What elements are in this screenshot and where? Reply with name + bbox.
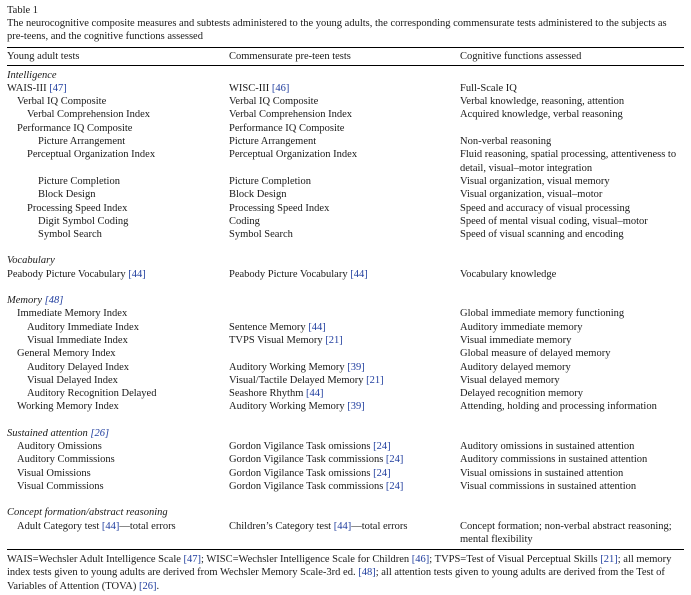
citation-ref: [21] [366,374,384,386]
cognitive-function-cell [460,307,684,320]
citation-ref: [24] [385,480,404,492]
section-heading-row [7,506,684,519]
spacer-cell [229,281,460,294]
pre-teen-test-cell [229,135,460,148]
cell-text: Peabody Picture Vocabulary [7,268,126,280]
footnote-citation: [46] [411,554,430,566]
header-pre-teen-tests: Commensurate pre-teen tests [229,47,460,65]
cognitive-function-cell [460,188,684,201]
cell-text: WISC-III [229,82,270,94]
cell-text: Gordon Vigilance Task commissions [229,454,384,466]
young-adult-test-cell [7,202,229,215]
young-adult-test-cell [7,307,229,320]
table-body [7,65,684,550]
young-adult-test-cell [7,374,229,387]
young-adult-test-cell [7,188,229,201]
young-adult-test-cell [7,321,229,334]
cell-text: Visual Omissions [17,467,91,479]
pre-teen-test-cell [229,122,460,135]
section-heading [7,65,684,82]
young-adult-test-cell [7,453,229,466]
cell-text: Auditory Omissions [17,441,102,453]
cognitive-function-cell [460,175,684,188]
young-adult-test-cell [7,347,229,360]
footnote-citation: [26] [139,580,157,592]
cognitive-function-cell [460,95,684,108]
cognitive-function-cell [460,361,684,374]
table-title: Table 1 [7,5,39,16]
cell-text: Gordon Vigilance Task omissions [229,467,371,479]
cell-text: Adult Category test [17,520,100,532]
cognitive-function-cell [460,321,684,334]
table-row [7,175,684,188]
cognitive-function-cell [460,374,684,387]
section-heading-row [7,294,684,307]
cell-text: Sentence Memory [229,321,306,333]
young-adult-test-cell [7,520,229,550]
footnote-text: ; all memory index tests given to young adults are derived from Wechsler Memory Scale-3rd ed. [7,554,672,579]
young-adult-test-cell [7,122,229,135]
cell-text: TVPS Visual Memory [229,334,323,346]
table-row [7,215,684,228]
footnote-text: ; all attention tests given to young adults are derived from the Test of Variables of Attention (TOVA) [7,567,665,592]
pre-teen-test-cell [229,400,460,413]
neurocognitive-table [7,47,684,551]
table-row [7,467,684,480]
cell-text: Symbol Search [38,229,102,241]
table-row [7,202,684,215]
table-row [7,82,684,95]
spacer-cell [460,281,684,294]
pre-teen-test-cell [229,334,460,347]
pre-teen-test-cell [229,374,460,387]
cell-text: Verbal IQ Composite [229,96,319,108]
pre-teen-test-cell [229,175,460,188]
cell-suffix: —total errors [119,520,176,532]
table-row [7,108,684,121]
cell-text: Speed of visual scanning and encoding [460,229,624,241]
table-row [7,440,684,453]
cell-text: Intelligence [7,69,57,81]
pre-teen-test-cell [229,520,460,550]
cell-text: Immediate Memory Index [17,308,128,320]
young-adult-test-cell [7,135,229,148]
young-adult-test-cell [7,228,229,241]
cognitive-function-cell [460,148,684,175]
young-adult-test-cell [7,400,229,413]
table-row [7,374,684,387]
table-row [7,480,684,493]
table-row [7,361,684,374]
table-row [7,400,684,413]
young-adult-test-cell [7,108,229,121]
spacer-row [7,493,684,506]
pre-teen-test-cell [229,108,460,121]
pre-teen-test-cell [229,321,460,334]
section-heading-row [7,65,684,82]
footnote-text: WAIS=Wechsler Adult Intelligence Scale [7,554,184,566]
table-row [7,148,684,175]
cell-text: Verbal Comprehension Index [229,109,353,121]
citation-ref: [21] [325,334,343,346]
young-adult-test-cell [7,467,229,480]
cognitive-function-cell [460,520,684,550]
young-adult-test-cell [7,175,229,188]
cell-text: Block Design [38,189,96,201]
citation-ref: [26] [90,427,110,439]
pre-teen-test-cell [229,95,460,108]
spacer-row [7,281,684,294]
cell-text: Picture Completion [229,175,311,187]
table-row [7,95,684,108]
cell-text: Gordon Vigilance Task commissions [229,480,384,492]
cell-text: Auditory Immediate Index [27,321,139,333]
young-adult-test-cell [7,95,229,108]
cell-text: Symbol Search [229,229,293,241]
citation-ref: [44] [333,520,352,532]
citation-ref: [48] [44,295,64,307]
pre-teen-test-cell [229,453,460,466]
cell-text: Visual omissions in sustained attention [460,467,624,479]
table-row [7,453,684,466]
cognitive-function-cell [460,453,684,466]
spacer-cell [229,414,460,427]
cell-text: Peabody Picture Vocabulary [229,268,348,280]
pre-teen-test-cell [229,202,460,215]
footnote-text: ; WISC=Wechsler Intelligence Scale for Children [201,554,412,566]
pre-teen-test-cell [229,82,460,95]
cell-text: Non-verbal reasoning [460,136,552,148]
spacer-cell [460,493,684,506]
cognitive-function-cell [460,268,684,281]
cell-text: Coding [229,215,260,227]
cell-text: Auditory Commissions [17,454,115,466]
cell-text: Speed and accuracy of visual processing [460,202,630,214]
citation-ref: [44] [308,321,326,333]
spacer-cell [7,414,229,427]
cognitive-function-cell [460,228,684,241]
cognitive-function-cell [460,467,684,480]
section-heading [7,294,684,307]
pre-teen-test-cell [229,347,460,360]
cell-text: Speed of mental visual coding, visual–motor [460,215,648,227]
cell-text: Visual organization, visual memory [460,175,610,187]
young-adult-test-cell [7,215,229,228]
citation-ref: [47] [49,82,67,94]
footnote-citation: [48] [358,567,376,579]
cell-text: Picture Arrangement [229,136,317,148]
pre-teen-test-cell [229,467,460,480]
cognitive-function-cell [460,347,684,360]
header-cognitive-functions: Cognitive functions assessed [460,47,684,65]
cell-text: Attending, holding and processing information [460,401,657,413]
spacer-cell [7,241,229,254]
spacer-cell [229,493,460,506]
cell-text: Concept formation/abstract reasoning [7,507,168,519]
young-adult-test-cell [7,440,229,453]
cell-text: Full-Scale IQ [460,82,517,94]
cell-text: Auditory delayed memory [460,361,571,373]
cell-text: Visual immediate memory [460,334,572,346]
cell-text: Block Design [229,189,287,201]
cell-text: Verbal knowledge, reasoning, attention [460,96,625,108]
table-row [7,268,684,281]
footnote-citation: [21] [600,554,618,566]
cell-text: Working Memory Index [17,401,119,413]
cognitive-function-cell [460,400,684,413]
citation-ref: [44] [128,268,146,280]
cognitive-function-cell [460,135,684,148]
cognitive-function-cell [460,215,684,228]
cell-text: Processing Speed Index [229,202,330,214]
cell-text: Acquired knowledge, verbal reasoning [460,109,623,121]
cell-text: Visual/Tactile Delayed Memory [229,374,364,386]
footnote-text: ; TVPS=Test of Visual Perceptual Skills [429,554,601,566]
citation-ref: [24] [373,467,391,479]
pre-teen-test-cell [229,148,460,175]
citation-ref: [44] [350,268,368,280]
cell-text: Auditory commissions in sustained attention [460,454,648,466]
young-adult-test-cell [7,387,229,400]
pre-teen-test-cell [229,480,460,493]
cell-text: Perceptual Organization Index [229,149,358,161]
pre-teen-test-cell [229,228,460,241]
cell-text: Picture Arrangement [38,136,126,148]
footnote-text: . [156,580,160,592]
section-heading [7,254,684,267]
spacer-cell [7,493,229,506]
section-heading [7,506,684,519]
citation-ref: [44] [306,388,324,400]
cell-text: Picture Completion [38,175,120,187]
cell-text: Delayed recognition memory [460,388,584,400]
header-young-adult-tests: Young adult tests [7,47,229,65]
citation-ref: [24] [373,441,391,453]
young-adult-test-cell [7,148,229,175]
pre-teen-test-cell [229,215,460,228]
young-adult-test-cell [7,361,229,374]
young-adult-test-cell [7,480,229,493]
cell-text: Auditory omissions in sustained attention [460,441,635,453]
table-row [7,387,684,400]
pre-teen-test-cell [229,440,460,453]
footnote-citation: [47] [183,554,202,566]
table-row [7,228,684,241]
cell-text: Visual delayed memory [460,374,560,386]
cell-suffix: —total errors [351,520,408,532]
cognitive-function-cell [460,387,684,400]
citation-ref: [46] [271,82,290,94]
table-row [7,347,684,360]
pre-teen-test-cell [229,188,460,201]
cell-text: Memory [7,295,42,307]
cell-text: Auditory Working Memory [229,401,345,413]
cell-text: Digit Symbol Coding [38,215,129,227]
table-caption: The neurocognitive composite measures and subtests administered to the young adults, the corresponding commensurate tests administered to the subjects as pre-teens, and the cognitive functions assessed [7,18,667,43]
table-footnote [7,553,684,593]
section-heading-row [7,427,684,440]
cell-text: Visual Delayed Index [27,374,118,386]
cell-text: Visual organization, visual–motor [460,189,603,201]
table-row [7,122,684,135]
cell-text: Verbal IQ Composite [17,96,107,108]
spacer-row [7,241,684,254]
citation-ref: [39] [347,401,365,413]
cell-text: Performance IQ Composite [17,122,133,134]
cell-text: WAIS-III [7,82,47,94]
cell-text: Performance IQ Composite [229,122,345,134]
cell-text: Perceptual Organization Index [27,149,156,161]
cell-text: Auditory Recognition Delayed [27,388,157,400]
cell-text: Global immediate memory functioning [460,308,625,320]
cognitive-function-cell [460,122,684,135]
table-container [7,4,684,593]
cognitive-function-cell [460,82,684,95]
cell-text: Concept formation; non-verbal abstract reasoning; mental flexibility [460,520,672,545]
cell-text: Global measure of delayed memory [460,348,611,360]
cell-text: Fluid reasoning, spatial processing, attentiveness to detail, visual–motor integration [460,149,677,174]
cell-text: Sustained attention [7,427,88,439]
header-row [7,47,684,65]
cell-text: Vocabulary knowledge [460,268,557,280]
cell-text: Processing Speed Index [27,202,128,214]
cognitive-function-cell [460,108,684,121]
pre-teen-test-cell [229,387,460,400]
young-adult-test-cell [7,334,229,347]
spacer-cell [229,241,460,254]
cell-text: Auditory Working Memory [229,361,345,373]
cell-text: General Memory Index [17,348,116,360]
citation-ref: [24] [385,454,404,466]
young-adult-test-cell [7,82,229,95]
young-adult-test-cell [7,268,229,281]
cell-text: Visual Commissions [17,480,104,492]
cell-text: Seashore Rhythm [229,388,304,400]
cell-text: Verbal Comprehension Index [27,109,151,121]
section-heading [7,427,684,440]
cell-text: Visual Immediate Index [27,334,128,346]
cell-text: Children’s Category test [229,520,332,532]
table-row [7,334,684,347]
cognitive-function-cell [460,202,684,215]
cognitive-function-cell [460,334,684,347]
cell-text: Auditory immediate memory [460,321,583,333]
pre-teen-test-cell [229,268,460,281]
pre-teen-test-cell [229,307,460,320]
table-row [7,520,684,550]
table-row [7,307,684,320]
cell-text: Visual commissions in sustained attention [460,480,637,492]
citation-ref: [39] [347,361,365,373]
cell-text: Gordon Vigilance Task omissions [229,441,371,453]
spacer-row [7,414,684,427]
spacer-cell [7,281,229,294]
table-row [7,188,684,201]
cell-text: Auditory Delayed Index [27,361,130,373]
pre-teen-test-cell [229,361,460,374]
spacer-cell [460,241,684,254]
citation-ref: [44] [101,520,120,532]
cell-text: Vocabulary [7,255,55,267]
cognitive-function-cell [460,440,684,453]
cognitive-function-cell [460,480,684,493]
spacer-cell [460,414,684,427]
table-row [7,321,684,334]
section-heading-row [7,254,684,267]
table-row [7,135,684,148]
